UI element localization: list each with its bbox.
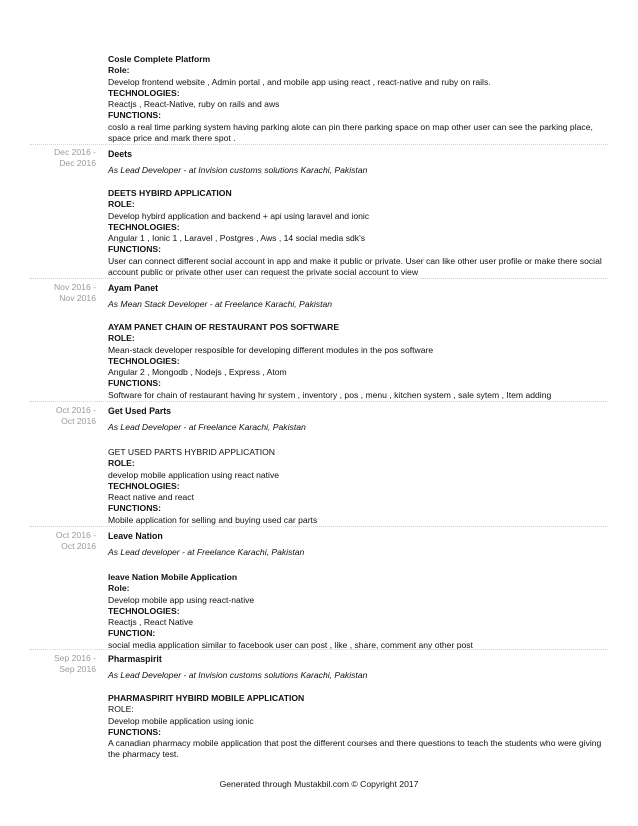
project-block [108,188,608,278]
job-subtitle: As Lead Developer - at Invision customs solutions Karachi, Pakistan [108,670,368,680]
tech-label: TECHNOLOGIES: [108,221,180,232]
tech-text: React native and react [108,492,194,503]
project-title: leave Nation Mobile Application [108,572,238,582]
project-block [108,693,608,761]
func-label: FUNCTIONS: [108,244,161,255]
project-block [108,322,608,401]
project-title: Cosle Complete Platform [108,54,211,64]
func-text: Mobile application for selling and buying used car parts [108,514,318,525]
job-date-to: Nov 2016 [59,293,96,304]
job-date [30,530,96,553]
job-date-to: Sep 2016 [59,664,96,675]
project-block [108,572,608,651]
job-date [30,147,96,170]
role-text: Mean-stack developer resposible for developing different modules in the pos software [108,344,434,355]
job-title: Deets [108,149,132,159]
func-label: FUNCTIONS: [108,726,161,737]
func-label: FUNCTIONS: [108,110,161,121]
tech-label: TECHNOLOGIES: [108,355,180,366]
divider [30,278,608,279]
tech-text: Angular 2 , Mongodb , Nodejs , Express , Atom [108,367,287,378]
tech-text: Angular 1 , Ionic 1 , Laravel , Postgres , Aws , 14 social media sdk's [108,233,366,244]
job-title: Get Used Parts [108,406,172,416]
job-date-to: Oct 2016 [61,416,96,427]
divider [30,144,608,145]
role-text: Develop hybird application and backend + api using laravel and ionic [108,210,370,221]
func-text: coslo a real time parking system having parking alote can pin there parking space on map other user can see the parking place, space price and mark there spot . [108,121,593,144]
func-label: FUNCTION: [108,628,156,639]
job-date-from: Dec 2016 - [53,147,96,157]
tech-label: TECHNOLOGIES: [108,480,180,491]
divider [30,401,608,402]
project-title: DEETS HYBIRD APPLICATION [108,188,232,198]
func-label: FUNCTIONS: [108,503,161,514]
role-label: ROLE: [108,333,135,344]
project-title: AYAM PANET CHAIN OF RESTAURANT POS SOFTWARE [108,322,340,332]
job-subtitle: As Lead Developer - at Freelance Karachi, Pakistan [108,422,306,432]
job-subtitle: As Lead Developer - at Invision customs solutions Karachi, Pakistan [108,165,368,175]
tech-label: TECHNOLOGIES: [108,87,180,98]
func-label: FUNCTIONS: [108,378,161,389]
job-date [30,653,96,676]
func-text: User can connect different social account in app and make it public or private. User can like other user profile or make there social account public or private other user can request the private social account to view [108,255,602,278]
job-date-to: Dec 2016 [59,158,96,169]
job-date-from: Oct 2016 - [55,530,96,540]
job-date-from: Sep 2016 - [53,653,96,663]
job-title: Pharmaspirit [108,654,162,664]
project-title: GET USED PARTS HYBRID APPLICATION [108,447,275,457]
project-block [108,447,608,526]
job-subtitle: As Mean Stack Developer - at Freelance Karachi, Pakistan [108,299,333,309]
tech-label: TECHNOLOGIES: [108,605,180,616]
role-text: develop mobile application using react native [108,469,280,480]
job-subtitle: As Lead developer - at Freelance Karachi, Pakistan [108,547,305,557]
role-label: Role: [108,65,130,76]
func-text: A canadian pharmacy mobile application that post the different courses and there questions to teach the students who were giving the pharmacy test. [108,738,602,760]
role-label: ROLE: [108,458,135,469]
role-text: Develop mobile application using ionic [108,715,254,726]
project-title: PHARMASPIRIT HYBIRD MOBILE APPLICATION [108,693,305,703]
tech-text: Reactjs , React-Native, ruby on rails and aws [108,99,280,110]
role-text: Develop frontend website , Admin portal , and mobile app using react , react-native and ruby on rails. [108,76,491,87]
tech-text: Reactjs , React Native [108,617,194,628]
job-date [30,282,96,305]
job-title: Leave Nation [108,531,163,541]
role-label: ROLE: [108,704,134,715]
page-footer: Generated through Mustakbil.com © Copyright 2017 [219,779,419,789]
divider [30,526,608,527]
job-date-to: Oct 2016 [61,541,96,552]
job-date [30,405,96,428]
job-title: Ayam Panet [108,283,159,293]
job-date-from: Nov 2016 - [53,282,96,292]
func-text: social media application similar to facebook user can post , like , share, comment any other post [108,639,473,650]
role-label: Role: [108,583,130,594]
job-date-from: Oct 2016 - [55,405,96,415]
func-text: Software for chain of restaurant having hr system , inventory , pos , menu , kitchen system , sale sytem , Item adding [108,389,552,400]
project-block [108,54,608,144]
role-text: Develop mobile app using react-native [108,594,255,605]
divider [30,649,608,650]
role-label: ROLE: [108,199,135,210]
